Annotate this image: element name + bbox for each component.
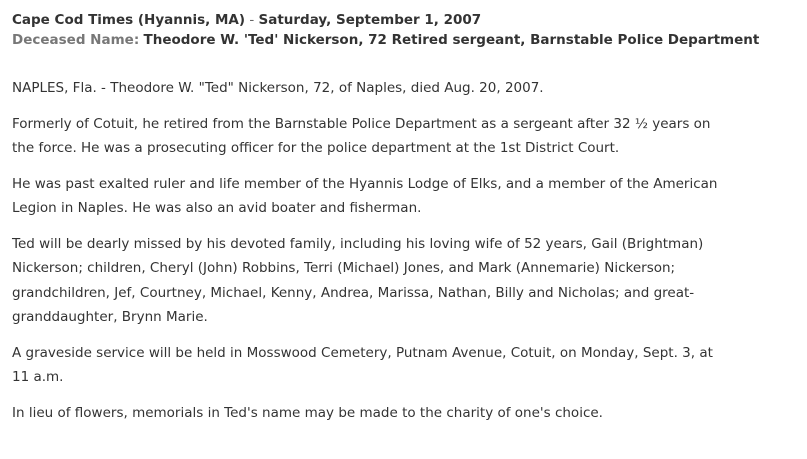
publication-separator: - (245, 12, 259, 28)
paragraph-memberships: He was past exalted ruler and life member of the Hyannis Lodge of Elks, and a member of the American Legion in Naples. He was also an avid boater and fisherman. (12, 175, 718, 216)
paragraph-memorials: In lieu of flowers, memorials in Ted's name may be made to the charity of one's choice. (12, 404, 603, 421)
paragraph-family: Ted will be dearly missed by his devoted family, including his loving wife of 52 years, Gail (Brightman) Nickerson; children, Cheryl (John) Robbins, Terri (Michael) Jones, and Mark (Annemarie) Nickerson; grandchildren, Jef, Courtney, Michael, Kenny, Andrea, Marissa, Nathan, Billy and Nicholas; and great-granddaughter, Brynn Marie. (12, 235, 704, 325)
publication-line (12, 10, 795, 30)
deceased-name: Theodore W. 'Ted' Nickerson, 72 Retired sergeant, Barnstable Police Department (143, 32, 760, 48)
paragraph-career: Formerly of Cotuit, he retired from the Barnstable Police Department as a sergeant after 32 ½ years on the force. He was a prosecuting officer for the police department at the 1st District Court. (12, 115, 711, 156)
publication-name: Cape Cod Times (Hyannis, MA) (12, 12, 246, 28)
obituary-body (12, 76, 727, 425)
deceased-line (12, 30, 795, 50)
publication-date: Saturday, September 1, 2007 (258, 12, 482, 28)
paragraph-death-notice: NAPLES, Fla. - Theodore W. "Ted" Nickerson, 72, of Naples, died Aug. 20, 2007. (12, 80, 544, 96)
paragraph-service: A graveside service will be held in Mosswood Cemetery, Putnam Avenue, Cotuit, on Monday, Sept. 3, at 11 a.m. (12, 344, 713, 385)
deceased-label: Deceased Name: (12, 32, 140, 48)
